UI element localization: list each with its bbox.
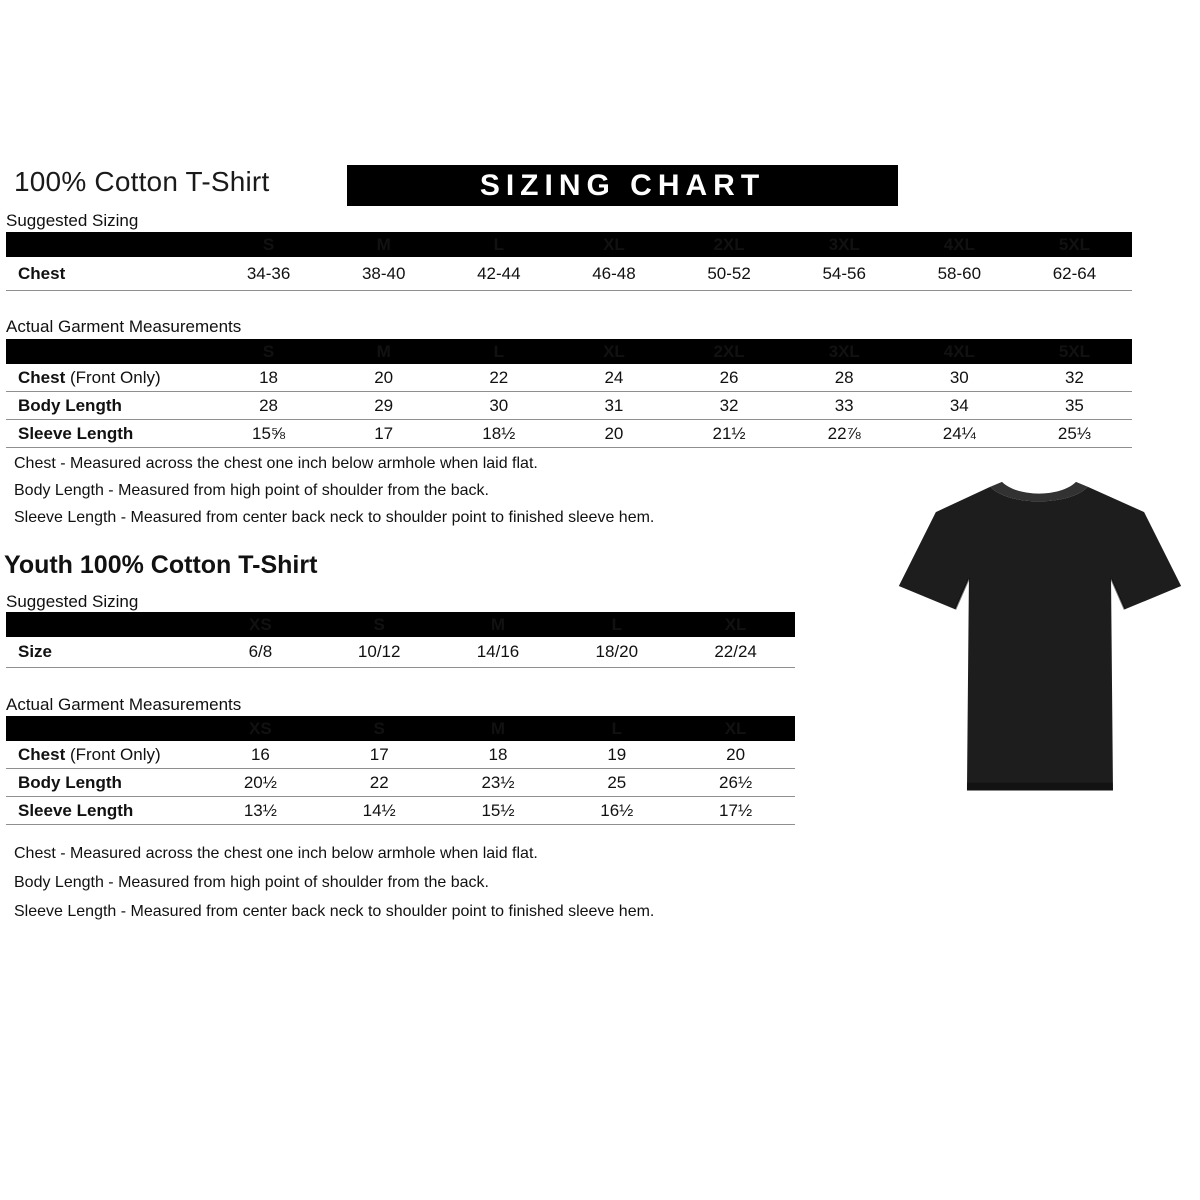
column-header: 5XL <box>1058 234 1091 254</box>
note-sleeve-length: Sleeve Length - Measured from center back neck to shoulder point to finished sleeve hem. <box>14 509 655 526</box>
table-cell: 17 <box>369 744 389 764</box>
note-chest: Chest - Measured across the chest one inch below armhole when laid flat. <box>14 455 538 472</box>
table-cell: 42-44 <box>477 263 521 283</box>
table-cell: 20½ <box>243 772 277 792</box>
table-cell: 30 <box>489 395 509 415</box>
table-cell: 6/8 <box>248 642 273 661</box>
table-cell: 10/12 <box>357 642 401 661</box>
adult-measurement-notes <box>14 455 654 536</box>
table-cell: 20 <box>604 423 624 443</box>
note-chest: Chest - Measured across the chest one inch below armhole when laid flat. <box>14 845 538 862</box>
table-cell: 25⅓ <box>1057 423 1091 443</box>
table-cell: 14½ <box>362 800 396 820</box>
table-row <box>6 797 795 825</box>
table-cell: 24 <box>604 367 624 387</box>
table-header-row <box>6 339 1132 364</box>
column-header: XL <box>724 718 747 738</box>
column-header: L <box>493 341 504 361</box>
table-cell: 31 <box>604 395 624 415</box>
table-cell: 54-56 <box>822 263 866 283</box>
column-header: L <box>611 718 622 738</box>
sizing-chart-banner: SIZING CHART <box>347 165 898 206</box>
row-label-text: Sleeve Length <box>18 423 134 443</box>
adult-actual-measurements-table <box>6 339 1132 448</box>
table-cell: 62-64 <box>1052 263 1097 283</box>
column-header: 5XL <box>1058 341 1091 361</box>
row-label-text: Sleeve Length <box>18 800 134 820</box>
table-cell: 26½ <box>719 772 753 792</box>
row-label-suffix: (Front Only) <box>65 367 161 387</box>
table-cell: 18/20 <box>595 642 639 661</box>
table-cell: 50-52 <box>707 263 751 283</box>
table-cell: 18½ <box>482 423 516 443</box>
youth-measurement-notes <box>14 845 654 932</box>
table-header-row <box>6 232 1132 257</box>
table-header-row <box>6 612 795 637</box>
column-header: L <box>611 614 622 634</box>
row-label-text: Body Length <box>18 772 122 792</box>
table-cell: 17½ <box>719 800 753 820</box>
column-header: 3XL <box>828 341 860 361</box>
adult-suggested-sizing-table <box>6 232 1132 291</box>
table-cell: 22 <box>369 772 389 792</box>
column-header: XL <box>724 614 747 634</box>
table-row <box>6 769 795 797</box>
table-header-row <box>6 716 795 741</box>
row-label-text: Body Length <box>18 395 122 415</box>
table-cell: 23½ <box>481 772 515 792</box>
column-header: S <box>262 234 275 254</box>
table-row <box>6 364 1132 392</box>
row-label <box>6 424 211 444</box>
column-header: 2XL <box>713 234 745 254</box>
column-header: XL <box>603 234 625 254</box>
note-body-length: Body Length - Measured from high point of shoulder from the back. <box>14 482 489 499</box>
youth-actual-measurements-label: Actual Garment Measurements <box>6 695 242 714</box>
column-header: S <box>373 718 385 738</box>
column-header: L <box>493 234 504 254</box>
table-cell: 35 <box>1064 395 1084 415</box>
column-header: S <box>373 614 385 634</box>
table-row <box>6 420 1132 448</box>
column-header: M <box>490 614 506 634</box>
table-row <box>6 637 795 668</box>
column-header: 2XL <box>713 341 745 361</box>
table-cell: 28 <box>259 395 279 415</box>
table-cell: 22 <box>489 367 509 387</box>
table-cell: 33 <box>834 395 854 415</box>
note-sleeve-length: Sleeve Length - Measured from center back neck to shoulder point to finished sleeve hem. <box>14 903 655 920</box>
table-cell: 29 <box>374 395 394 415</box>
table-cell: 28 <box>834 367 854 387</box>
table-cell: 34 <box>949 395 969 415</box>
adult-suggested-sizing-label: Suggested Sizing <box>6 211 139 230</box>
table-cell: 46-48 <box>592 263 636 283</box>
row-label <box>6 801 201 821</box>
table-cell: 13½ <box>243 800 277 820</box>
table-cell: 18 <box>259 367 279 387</box>
row-label <box>6 368 211 388</box>
table-cell: 22⅞ <box>827 423 861 443</box>
table-row <box>6 741 795 769</box>
table-row <box>6 257 1132 291</box>
table-cell: 16½ <box>600 800 634 820</box>
table-cell: 14/16 <box>476 642 520 661</box>
table-cell: 15⅝ <box>252 423 286 443</box>
table-cell: 32 <box>719 395 739 415</box>
column-header: M <box>376 234 391 254</box>
youth-suggested-sizing-label: Suggested Sizing <box>6 592 139 611</box>
tshirt-body-shape <box>899 487 1181 791</box>
column-header: XS <box>249 614 272 634</box>
youth-suggested-sizing-table <box>6 612 795 668</box>
table-cell: 24¼ <box>942 423 976 443</box>
table-row <box>6 392 1132 420</box>
table-cell: 32 <box>1064 367 1084 387</box>
note-body-length: Body Length - Measured from high point of shoulder from the back. <box>14 874 489 891</box>
tshirt-graphic <box>893 477 1185 808</box>
table-cell: 22/24 <box>714 642 757 661</box>
table-cell: 21½ <box>712 423 746 443</box>
row-label <box>6 264 211 284</box>
tshirt-hem-shadow <box>967 783 1113 791</box>
table-cell: 58-60 <box>937 263 982 283</box>
column-header: XS <box>249 718 272 738</box>
table-cell: 18 <box>488 744 508 764</box>
table-cell: 34-36 <box>246 263 291 283</box>
column-header: M <box>490 718 506 738</box>
row-label <box>6 642 201 662</box>
table-cell: 20 <box>374 367 394 387</box>
youth-actual-measurements-table <box>6 716 795 825</box>
column-header: 4XL <box>943 234 975 254</box>
row-label <box>6 396 211 416</box>
row-label-text: Size <box>18 642 53 661</box>
table-cell: 30 <box>949 367 969 387</box>
column-header: 4XL <box>943 341 975 361</box>
row-label-text: Chest <box>18 263 66 283</box>
table-cell: 15½ <box>481 800 515 820</box>
table-cell: 25 <box>607 772 627 792</box>
adult-product-title: 100% Cotton T-Shirt <box>14 166 270 197</box>
row-label-suffix: (Front Only) <box>65 744 161 764</box>
table-cell: 26 <box>719 367 739 387</box>
youth-product-title: Youth 100% Cotton T-Shirt <box>4 551 318 579</box>
table-cell: 16 <box>250 744 270 764</box>
row-label-text: Chest <box>18 367 66 387</box>
row-label-text: Chest <box>18 744 66 764</box>
column-header: XL <box>603 341 625 361</box>
row-label <box>6 773 201 793</box>
table-cell: 17 <box>374 423 394 443</box>
row-label <box>6 745 201 765</box>
table-cell: 38-40 <box>361 263 406 283</box>
column-header: 3XL <box>828 234 860 254</box>
tshirt-product-image <box>893 477 1185 813</box>
column-header: S <box>262 341 275 361</box>
table-cell: 20 <box>726 744 746 764</box>
adult-actual-measurements-label: Actual Garment Measurements <box>6 317 242 336</box>
table-cell: 19 <box>607 744 627 764</box>
column-header: M <box>376 341 391 361</box>
